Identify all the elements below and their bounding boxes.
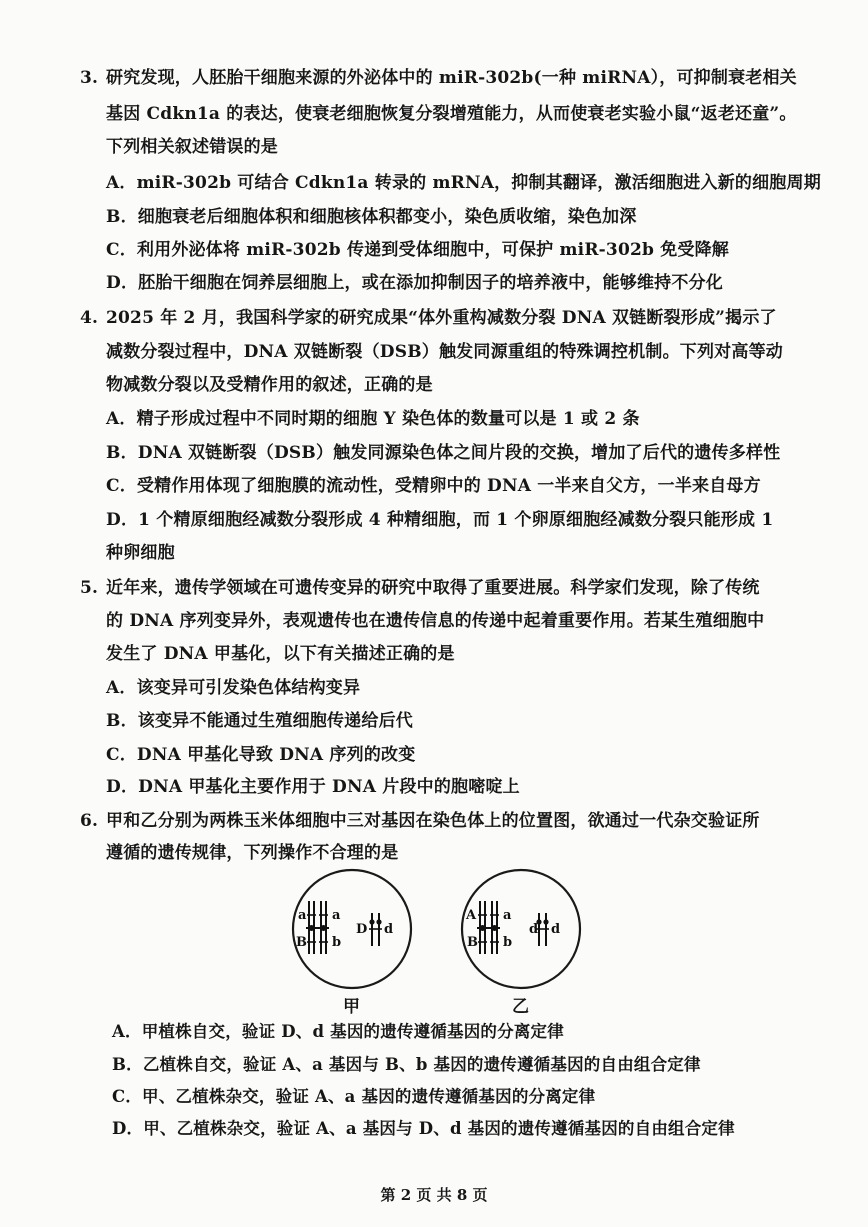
gene-label: d (529, 922, 539, 937)
question-4-option-b: B．DNA 双链断裂（DSB）触发同源染色体之间片段的交换，增加了后代的遗传多样性 (106, 443, 781, 463)
question-6-option-a: A．甲植株自交，验证 D、d 基因的遗传遵循基因的分离定律 (112, 1022, 564, 1041)
question-3-option-c: C．利用外泌体将 miR-302b 传递到受体细胞中，可保护 miR-302b 免受降解 (106, 240, 730, 260)
question-5-option-c: C．DNA 甲基化导致 DNA 序列的改变 (106, 745, 416, 765)
chromosome-figure (280, 866, 600, 1016)
question-5-option-b: B．该变异不能通过生殖细胞传递给后代 (106, 711, 413, 731)
gene-label: d (384, 922, 394, 937)
gene-label: D (356, 922, 368, 937)
centromere-dot (369, 919, 374, 924)
figure-label-left: 甲 (343, 997, 360, 1017)
question-4-option-a: A．精子形成过程中不同时期的细胞 Y 染色体的数量可以是 1 或 2 条 (106, 409, 640, 429)
question-number: 4. (80, 308, 99, 328)
question-5-option-a: A．该变异可引发染色体结构变异 (106, 678, 361, 698)
gene-label: d (551, 922, 561, 937)
gene-label: b (332, 935, 342, 950)
centromere-dot (492, 925, 498, 931)
figure-label-right: 乙 (512, 997, 529, 1017)
question-5-line-2: 的 DNA 序列变异外，表观遗传也在遗传信息的传递中起着重要作用。若某生殖细胞中 (106, 611, 765, 631)
gene-label: b (503, 935, 513, 950)
centromere-dot (321, 925, 327, 931)
centromere-dot (543, 919, 548, 924)
question-5-line-3: 发生了 DNA 甲基化，以下有关描述正确的是 (106, 644, 455, 664)
gene-label: a (503, 908, 512, 923)
exam-page: 3. 研究发现，人胚胎干细胞来源的外泌体中的 miR-302b(一种 miRNA），可抑制衰老相关 基因 Cdkn1a 的表达，使衰老细胞恢复分裂增殖能力，从而使衰老实验小鼠“返老还童”。 下列相关叙述错误的是 A．miR-302b 可结合 Cdkn1a 转录的 mRNA，抑制其翻译，激活细胞进入新的细胞周期 B．细胞衰老后细胞体积和细胞核体积都变小，染色质收缩，染色加深 C．利用外泌体将 miR-302b 传递到受体细胞中，可保护 miR-302b 免受降解 D．胚胎干细胞在饲养层细胞上，或在添加抑制因子的培养液中，能够维持不分化 4. 2025 年 2 月，我国科学家的研究成果“体外重构减数分裂 DNA 双链断裂形成”揭示了 减数分裂过程中，DNA 双链断裂（DSB）触发同源重组的特殊调控机制。下列对高等动 物减数分裂以及受精作用的叙述，正确的是 A．精子形成过程中不同时期的细胞 Y 染色体的数量可以是 1 或 2 条 B．DNA 双链断裂（DSB）触发同源染色体之间片段的交换，增加了后代的遗传多样性 C．受精作用体现了细胞膜的流动性，受精卵中的 DNA 一半来自父方，一半来自母方 D．1 个精原细胞经减数分裂形成 4 种精细胞，而 1 个卵原细胞经减数分裂只能形成 1 种卵细胞 5. 近年来，遗传学领域在可遗传变异的研究中取得了重要进展。科学家们发现，除了传统 的 DNA 序列变异外，表观遗传也在遗传信息的传递中起着重要作用。若某生殖细胞中 发生了 DNA 甲基化，以下有关描述正确的是 A．该变异可引发染色体结构变异 B．该变异不能通过生殖细胞传递给后代 C．DNA 甲基化导致 DNA 序列的改变 D．DNA 甲基化主要作用于 DNA 片段中的胞嘧啶上 6. 甲和乙分别为两株玉米体细胞中三对基因在染色体上的位置图，欲通过一代杂交验证所 遵循的遗传规律，下列操作不合理的是 a a B b D d A a B b d d 甲 乙 A．甲植株自交，验证 D、d 基因的遗传遵循基因的分离定律 B．乙植株自交，验证 A、a 基因与 B、b 基因的遗传遵循基因的自由组合定律 C．甲、乙植株杂交，验证 A、a 基因的遗传遵循基因的分离定律 D．甲、乙植株杂交，验证 A、a 基因与 D、d 基因的遗传遵循基因的自由组合定律 第 2 页 共 8 页 (0, 0, 868, 1227)
question-number: 6. (80, 811, 99, 831)
question-4-option-d-cont: 种卵细胞 (106, 543, 175, 563)
question-4-line-3: 物减数分裂以及受精作用的叙述，正确的是 (106, 375, 433, 395)
gene-label: B (296, 935, 307, 950)
question-3-option-a: A．miR-302b 可结合 Cdkn1a 转录的 mRNA，抑制其翻译，激活细胞进入新的细胞周期 (106, 173, 821, 193)
question-6-option-d: D．甲、乙植株杂交，验证 A、a 基因与 D、d 基因的遗传遵循基因的自由组合定律 (112, 1119, 735, 1138)
question-6-option-c: C．甲、乙植株杂交，验证 A、a 基因的遗传遵循基因的分离定律 (112, 1087, 596, 1106)
question-3-option-b: B．细胞衰老后细胞体积和细胞核体积都变小，染色质收缩，染色加深 (106, 207, 637, 227)
centromere-dot (376, 919, 381, 924)
page-footer: 第 2 页 共 8 页 (380, 1186, 488, 1204)
question-5-option-d: D．DNA 甲基化主要作用于 DNA 片段中的胞嘧啶上 (106, 777, 520, 797)
question-6-line-2: 遵循的遗传规律，下列操作不合理的是 (106, 843, 399, 863)
question-4-line-2: 减数分裂过程中，DNA 双链断裂（DSB）触发同源重组的特殊调控机制。下列对高等动 (106, 342, 783, 362)
question-3-line-3: 下列相关叙述错误的是 (106, 137, 278, 157)
question-3-option-d: D．胚胎干细胞在饲养层细胞上，或在添加抑制因子的培养液中，能够维持不分化 (106, 273, 723, 293)
question-6-option-b: B．乙植株自交，验证 A、a 基因与 B、b 基因的遗传遵循基因的自由组合定律 (112, 1055, 701, 1074)
question-number: 3. (80, 68, 99, 88)
centromere-dot (480, 925, 486, 931)
gene-label: a (332, 908, 341, 923)
question-number: 5. (80, 578, 99, 598)
question-3-line-2: 基因 Cdkn1a 的表达，使衰老细胞恢复分裂增殖能力，从而使衰老实验小鼠“返老还童”。 (106, 104, 797, 124)
question-4-option-d: D．1 个精原细胞经减数分裂形成 4 种精细胞，而 1 个卵原细胞经减数分裂只能形成 1 (106, 510, 774, 530)
gene-label: B (467, 935, 478, 950)
question-4-option-c: C．受精作用体现了细胞膜的流动性，受精卵中的 DNA 一半来自父方，一半来自母方 (106, 476, 761, 496)
gene-label: a (298, 908, 307, 923)
gene-label: A (466, 908, 477, 923)
centromere-dot (309, 925, 315, 931)
